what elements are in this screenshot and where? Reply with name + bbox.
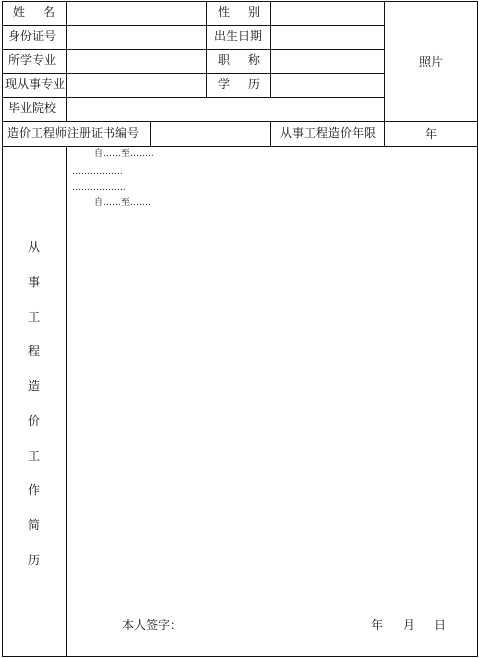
history-line-3: ……………... <box>72 183 126 193</box>
col-line-2 <box>206 1 207 97</box>
date-day-label: 日 <box>434 618 447 632</box>
history-char-8: 作 <box>27 483 40 498</box>
current-major-field[interactable] <box>67 74 206 97</box>
title-field[interactable] <box>271 50 384 73</box>
major-label: 所学专业 <box>8 53 57 67</box>
gender-label <box>218 6 260 18</box>
date-month-label: 月 <box>403 618 416 632</box>
years-in-field-value[interactable] <box>385 122 477 146</box>
history-char-3: 工 <box>27 309 40 324</box>
history-char-5: 造 <box>27 379 40 394</box>
date-year-label: 年 <box>371 618 384 632</box>
name-field[interactable] <box>67 2 206 25</box>
signature-field[interactable] <box>182 614 352 636</box>
history-line-2: …………….. <box>72 167 123 177</box>
id-number-field[interactable] <box>67 26 206 49</box>
work-history-field[interactable] <box>67 147 477 656</box>
education-field[interactable] <box>271 74 384 97</box>
table-border-bottom <box>2 656 478 657</box>
education-label <box>218 78 260 90</box>
work-history-vertical-label <box>2 238 66 568</box>
cert-number-label: 造价工程师注册证书编号 <box>7 126 140 140</box>
cert-number-field[interactable] <box>151 122 270 146</box>
birth-date-field[interactable] <box>271 26 384 49</box>
birth-date-label: 出生日期 <box>214 29 263 43</box>
gender-label-char-1: 性 <box>218 5 231 19</box>
history-char-10: 历 <box>27 552 40 567</box>
history-char-1: 从 <box>27 240 40 254</box>
history-char-9: 简 <box>27 518 40 533</box>
signature-label: 本人签字： <box>122 618 183 632</box>
gender-label-char-2: 别 <box>247 5 260 19</box>
history-line-1: 自……至…….. <box>94 149 154 159</box>
years-in-field-label: 从事工程造价年限 <box>280 126 377 140</box>
history-char-6: 价 <box>27 413 40 428</box>
photo-label: 照片 <box>418 54 443 69</box>
name-label-char-1: 姓 <box>13 5 26 19</box>
title-label <box>218 54 260 66</box>
major-field[interactable] <box>67 50 206 73</box>
title-label-char-2: 称 <box>247 53 260 67</box>
current-major-label: 现从事专业 <box>5 77 66 91</box>
history-line-4: 自……至……. <box>94 198 151 208</box>
history-char-2: 事 <box>27 274 40 289</box>
education-label-char-2: 历 <box>247 77 260 91</box>
school-field[interactable] <box>67 98 384 121</box>
education-label-char-1: 学 <box>218 77 231 91</box>
table-border-right <box>477 1 478 657</box>
gender-field[interactable] <box>271 2 384 25</box>
id-number-label: 身份证号 <box>8 29 57 43</box>
title-label-char-1: 职 <box>218 53 231 67</box>
name-label-char-2: 名 <box>42 5 55 19</box>
history-char-7: 工 <box>27 448 40 463</box>
history-char-4: 程 <box>27 344 40 359</box>
school-label: 毕业院校 <box>8 101 57 115</box>
col-line-years <box>270 121 271 146</box>
name-label <box>13 6 55 18</box>
photo-box[interactable] <box>385 2 477 121</box>
year-unit-label: 年 <box>424 127 437 141</box>
